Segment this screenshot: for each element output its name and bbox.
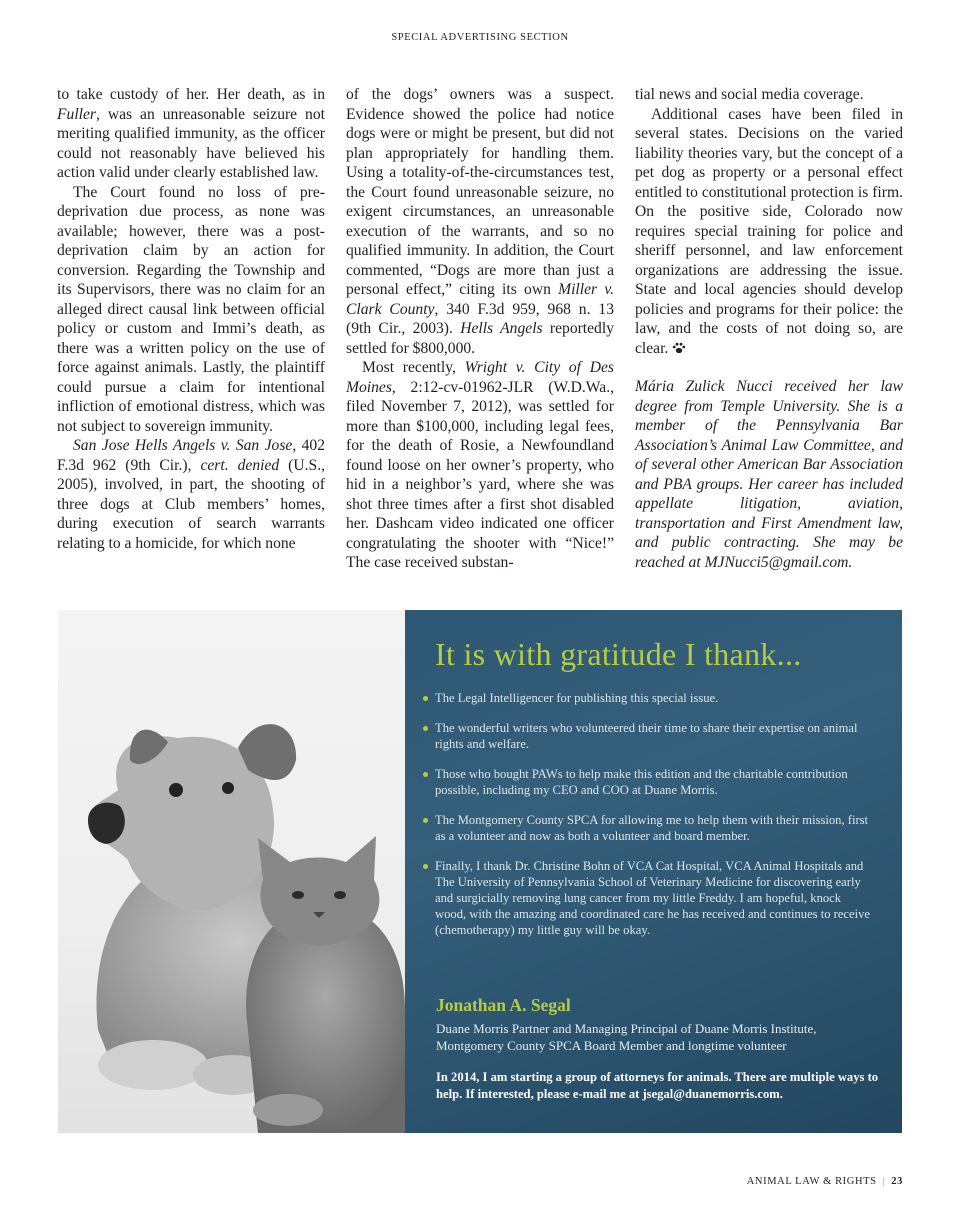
publication-name: ANIMAL LAW & RIGHTS bbox=[746, 1176, 877, 1187]
bullet-icon bbox=[423, 696, 428, 701]
list-item-text: The Montgomery County SPCA for allowing me to help them with their mission, first as a volunteer and now as both a volunteer and board member. bbox=[435, 813, 869, 843]
bullet-icon bbox=[423, 864, 428, 869]
italic-text: Miller v. Clark County bbox=[346, 281, 614, 318]
list-item-text: The wonderful writers who volunteered their time to share their expertise on animal rights and welfare. bbox=[435, 721, 858, 751]
italic-text: Fuller bbox=[57, 105, 96, 123]
paw-print-icon bbox=[672, 342, 686, 354]
article-column-2 bbox=[346, 85, 614, 573]
author-bio: Mária Zulick Nucci received her law degree from Temple University. She is a member of the Pennsylvania Bar Association’s Animal Law Committee, and of several other American Bar Association and PBA groups. Her career has included appellate litigation, aviation, transportation and First Amendment law, and public contracting. She may be reached at MJNucci5@gmail.com. bbox=[635, 378, 903, 571]
signature-name: Jonathan A. Segal bbox=[436, 995, 571, 1015]
gratitude-heading: It is with gratitude I thank... bbox=[435, 636, 802, 672]
italic-text: San Jose Hells Angels v. San Jose bbox=[73, 437, 293, 454]
bullet-icon bbox=[423, 772, 428, 777]
signature-title: Duane Morris Partner and Managing Principal of Duane Morris Institute, Montgomery County SPCA Board Member and longtime volunteer bbox=[436, 1021, 817, 1053]
call-to-action: In 2014, I am starting a group of attorneys for animals. There are multiple ways to help. If interested, please e-mail me at jsegal@duanemorris.com. bbox=[436, 1070, 879, 1101]
dog-and-cat-illustration bbox=[58, 610, 405, 1133]
page-footer bbox=[747, 1176, 903, 1187]
page-number: 23 bbox=[891, 1176, 903, 1187]
paragraph bbox=[635, 105, 903, 359]
dog-and-cat-photo bbox=[58, 610, 405, 1133]
list-item bbox=[435, 766, 875, 798]
footer-divider: | bbox=[882, 1176, 886, 1187]
list-item bbox=[435, 690, 875, 706]
list-item bbox=[435, 812, 875, 844]
italic-text: cert. denied bbox=[200, 456, 280, 474]
list-item-text: Finally, I thank Dr. Christine Bohn of VCA Cat Hospital, VCA Animal Hospitals and The University of Pennsylvania School of Veterinary Medicine for discovering early and surgicially removing lung cancer from my little Freddy. I am hopeful, knock wood, with the amazing and coordinated care he has received and continues to receive (chemotherapy) my little guy will be okay. bbox=[435, 859, 871, 937]
paragraph: of the dogs’ owners was a suspect. Evidence showed the police had notice dogs were or might be present, but did not plan appropriately for handling them. Using a totality-of-the-circumstances test, the Court found unreasonable seizure, no exigent circumstances, an unreasonable execution of the warrants, and so no qualified immunity. In addition, the Court commented, “Dogs are more than just a personal effect,” citing its own Miller v. Clark County, 340 F.3d 959, 968 n. 13 (9th Cir., 2003). Hells Angels reportedly settled for $800,000. bbox=[346, 86, 614, 357]
bullet-icon bbox=[423, 726, 428, 731]
section-header: SPECIAL ADVERTISING SECTION bbox=[391, 32, 569, 43]
gratitude-panel bbox=[405, 610, 902, 1133]
article-column-1 bbox=[57, 85, 325, 553]
gratitude-ad bbox=[58, 610, 902, 1133]
list-item bbox=[435, 858, 875, 938]
gratitude-list bbox=[435, 690, 875, 952]
list-item bbox=[435, 720, 875, 752]
paragraph: to take custody of her. Her death, as in Fuller, was an unreasonable seizure not meriting qualified immunity, as the officer could not reasonably have believed his action valid under clearly established law. bbox=[57, 86, 325, 181]
list-item-text: The Legal Intelligencer for publishing this special issue. bbox=[435, 691, 719, 705]
paragraph: The Court found no loss of pre-deprivation due process, as none was available; however, there was a post-deprivation claim by an action for conversion. Regarding the Township and its Supervisors, there was no claim for an alleged direct causal link between official policy or custom and Immi’s death, as there was a written policy on the use of force against animals. Lastly, the plaintiff could pursue a claim for intentional infliction of emotional distress, which was not subject to sovereign immunity. bbox=[57, 183, 325, 435]
article-column-3 bbox=[635, 85, 903, 572]
bullet-icon bbox=[423, 818, 428, 823]
paragraph: San Jose Hells Angels v. San Jose, 402 F.3d 962 (9th Cir.), cert. denied (U.S., 2005), involved, in part, the shooting of three dogs at Club members’ homes, during execution of search warrants relating to a homicide, for which none bbox=[57, 437, 325, 552]
list-item-text: Those who bought PAWs to help make this edition and the charitable contribution possible, including my CEO and COO at Duane Morris. bbox=[435, 767, 848, 797]
italic-text: Hells Angels bbox=[460, 320, 543, 337]
paragraph: tial news and social media coverage. bbox=[635, 86, 864, 103]
paragraph-text: Additional cases have been filed in several states. Decisions on the varied liability theories vary, but the concept of a pet dog as property or a personal effect entitled to constitutional protection is firm. On the positive side, Colorado now requires special training for police and sheriff personnel, and law enforcement organizations are addressing the issue. State and local agencies should develop policies and programs for their police: the law, and the costs of not doing so, are clear. bbox=[635, 105, 903, 357]
paragraph: Most recently, Wright v. City of Des Moines, 2:12-cv-01962-JLR (W.D.Wa., filed November 7, 2012), was settled for more than $100,000, including legal fees, for the death of Rosie, a Newfoundland found loose on her owner’s property, who hid in a neighbor’s yard, where she was shot three times after a first shot disabled her. Dashcam video indicated one officer congratulating the shooter with “Nice!” The case received substan- bbox=[346, 359, 614, 571]
italic-text: Wright v. City of Des Moines bbox=[346, 359, 614, 396]
